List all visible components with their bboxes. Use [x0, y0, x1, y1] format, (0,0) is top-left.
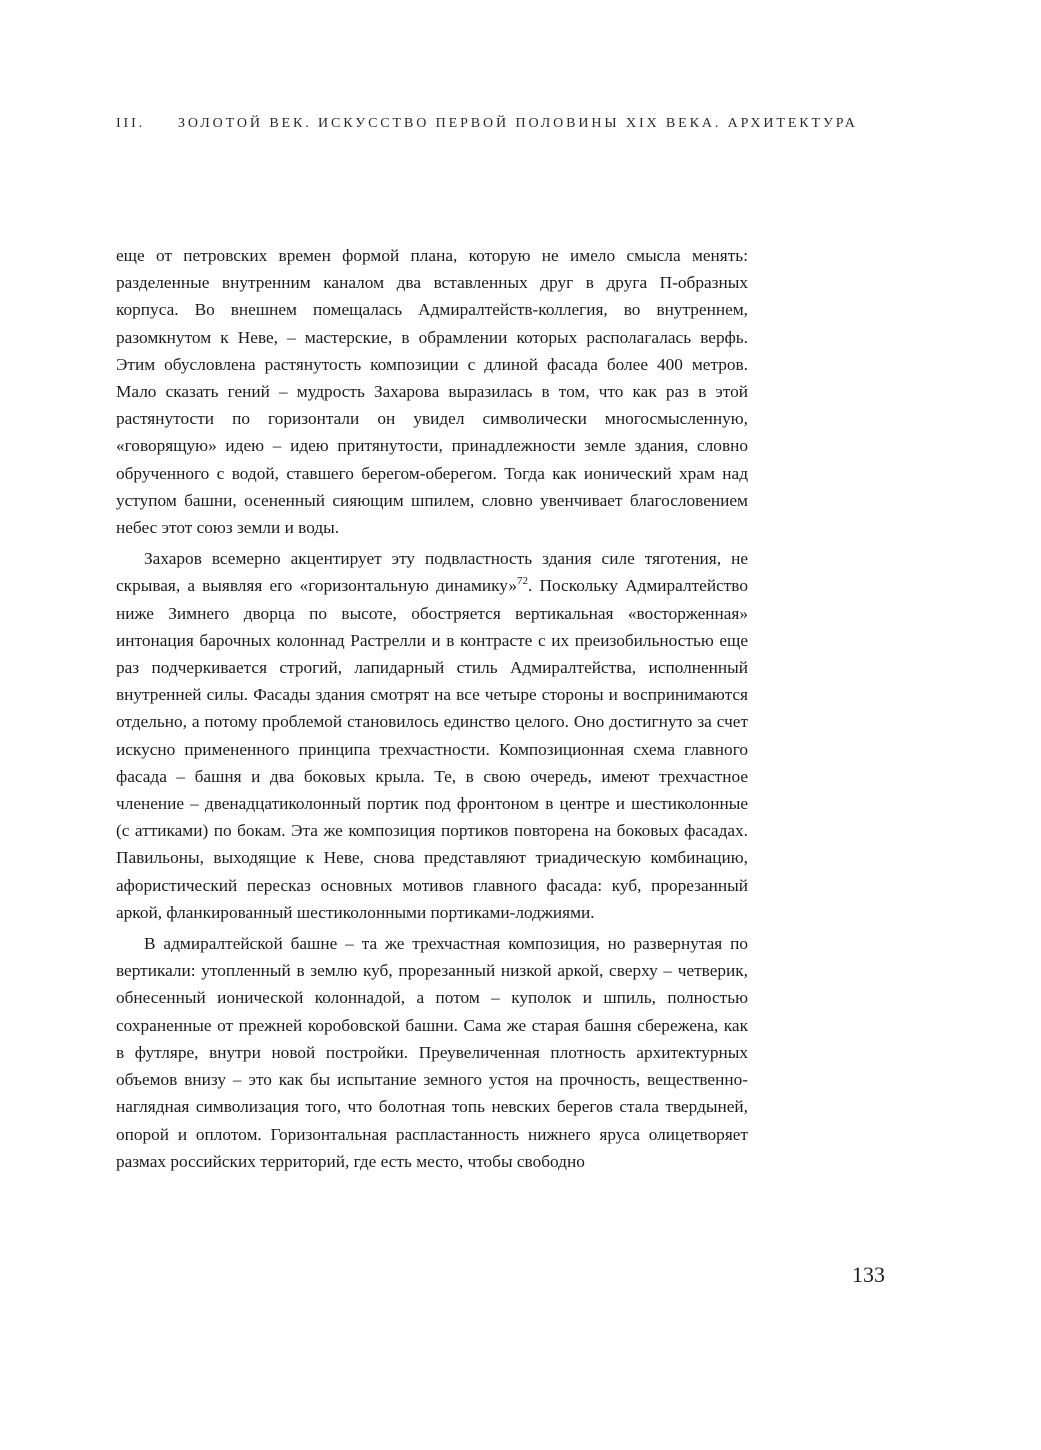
chapter-number: III. [116, 116, 146, 131]
chapter-title: ЗОЛОТОЙ ВЕК. ИСКУССТВО ПЕРВОЙ ПОЛОВИНЫ XIX ВЕКА. АРХИТЕКТУРА [178, 116, 858, 131]
running-head [116, 116, 876, 132]
body-text [116, 242, 748, 1179]
paragraph-2 [116, 545, 748, 926]
paragraph-3: В адмиралтейской башне – та же трехчастная композиция, но развернутая по вертикали: утопленный в землю куб, прорезанный низкой аркой, сверху – четверик, обнесенный ионической колоннадой, а потом – куполок и шпиль, полностью сохраненные от прежней коробовской башни. Сама же старая башня сбережена, как в футляре, внутри новой постройки. Преувеличенная плотность архитектурных объемов внизу – это как бы испытание земного устоя на прочность, вещественно-наглядная символизация того, что болотная топь невских берегов стала твердыней, опорой и оплотом. Горизонтальная распластанность нижнего яруса олицетворяет размах российских территорий, где есть место, чтобы свободно [116, 934, 748, 1171]
paragraph-1: еще от петровских времен формой плана, которую не имело смысла менять: разделенные внутренним каналом два вставленных друг в друга П-образных корпуса. Во внешнем помещалась Адмиралтейств-коллегия, во внутреннем, разомкнутом к Неве, – мастерские, в обрамлении которых располагалась верфь. Этим обусловлена растянутость композиции с длиной фасада более 400 метров. Мало сказать гений – мудрость Захарова выразилась в том, что как раз в этой растянутости по горизонтали он увидел символически многосмысленную, «говорящую» идею – идею притянутости, принадлежности земле здания, словно обрученного с водой, ставшего берегом-оберегом. Тогда как ионический храм над уступом башни, осененный сияющим шпилем, словно увенчивает благословением небес этот союз земли и воды. [116, 246, 748, 538]
paragraph-2-text-end: . Поскольку Адмиралтейство ниже Зимнего дворца по высоте, обостряется вертикальная «восторженная» интонация барочных колоннад Растрелли и в контрасте с их преизобильностью еще раз подчеркивается строгий, лапидарный стиль Адмиралтейства, исполненный внутренней силы. Фасады здания смотрят на все четыре стороны и воспринимаются отдельно, а потому проблемой становилось единство целого. Оно достигнуто за счет искусно примененного принципа трехчастности. Композиционная схема главного фасада – башня и два боковых крыла. Те, в свою очередь, имеют трехчастное членение – двенадцатиколонный портик под фронтоном в центре и шестиколонные (с аттиками) по бокам. Эта же композиция портиков повторена на боковых фасадах. Павильоны, выходящие к Неве, снова представляют триадическую комбинацию, афористический пересказ основных мотивов главного фасада: куб, прорезанный аркой, фланкированный шестиколонными портиками-лоджиями. [116, 576, 748, 922]
page-number: 133 [852, 1262, 885, 1287]
paragraph-2-text-start: Захаров всемерно акцентирует эту подвластность здания силе тяготения, не скрывая, а выявляя его «горизонтальную динамику» [116, 549, 748, 596]
footnote-reference: 72 [517, 575, 529, 588]
